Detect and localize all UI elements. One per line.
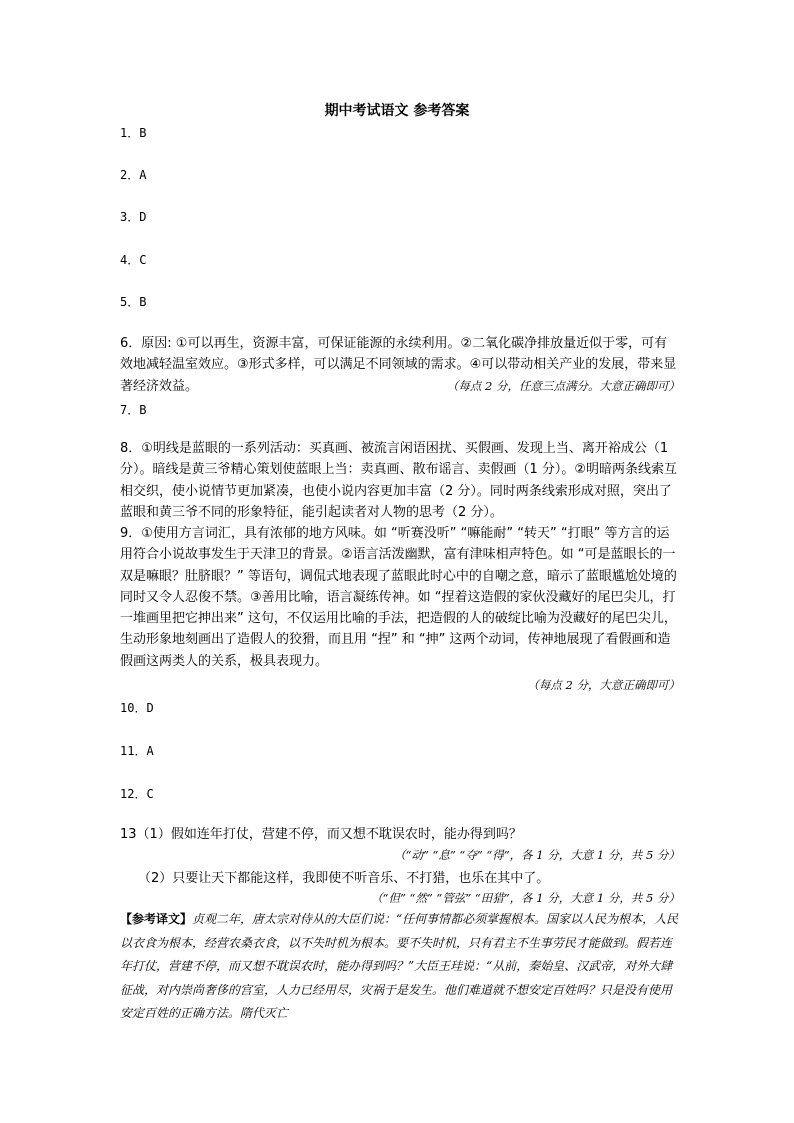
reference-translation xyxy=(120,908,680,1026)
answer-9-text: 9．①使用方言词汇，具有浓郁的地方风味。如 “听赛没听” “嘛能耐” “转天” “打眼” 等方言的运用符合小说故事发生于天津卫的背景。②语言活泼幽默，富有津味相声特色。如 “可是蓝眼长的一双是嘛眼？肚脐眼？” 等语句，调侃式地表现了蓝眼此时心中的自嘲之意，暗示了蓝眼尴尬处境的同时又令人忍俊不禁。③善用比喻，语言凝练传神。如 “捏着这造假的家伙没藏好的尾巴尖儿，打一堆画里把它抻出来” 这句，不仅运用比喻的手法，把造假的人的破绽比喻为没藏好的尾巴尖儿，生动形象地刻画出了造假人的狡猾，而且用 “捏” 和 “抻” 这两个动词，传神地展现了看假画和造假画这两类人的关系，极具表现力。 xyxy=(120,526,677,669)
answer-1: 1．B xyxy=(120,126,147,140)
translation-label: 【参考译文】 xyxy=(120,912,193,926)
answer-4: 4．C xyxy=(120,253,147,267)
answer-3: 3．D xyxy=(120,210,147,224)
answer-6-text: 6．原因: ①可以再生，资源丰富，可保证能源的永续利用。②二氧化碳净排放量近似于零，可有效地减轻温室效应。③形式多样，可以满足不同领域的需求。④可以带动相关产业的发展，带来显著经济效益。 xyxy=(120,336,677,394)
answer-11: 11．A xyxy=(120,744,154,758)
answer-9-note: （每点 2 分，大意正确即可） xyxy=(527,678,680,692)
answer-6-note: （每点 2 分，任意三点满分。大意正确即可） xyxy=(446,379,680,393)
answer-13-2: （2）只要让天下都能这样，我即使不听音乐、不打猎，也乐在其中了。 xyxy=(138,871,550,886)
answer-13-1: 13（1）假如连年打仗，营建不停，而又想不耽误农时，能办得到吗？ xyxy=(120,827,522,842)
answer-12: 12．C xyxy=(120,787,154,801)
translation-text: 贞观二年，唐太宗对侍从的大臣们说：“任何事情都必须掌握根本。国家以人民为根本，人民以衣食为根本，经营农桑衣食，以不失时机为根本。要不失时机，只有君主不生事劳民才能做到。假若连年打仗，营建不停，而又想不耽误农时，能办得到吗？”大臣王珪说：“从前，秦始皇、汉武帝，对外大肆征战，对内崇尚奢侈的宫室，人力已经用尽，灾祸于是发生。他们难道就不想安定百姓吗？只是没有使用安定百姓的正确方法。隋代灭亡 xyxy=(120,912,679,1020)
answer-7: 7．B xyxy=(120,403,147,417)
answer-13-1-note: （“动” “息” “夺” “得”，各 1 分，大意 1 分，共 5 分） xyxy=(394,848,680,862)
page-title: 期中考试语文 参考答案 xyxy=(324,103,470,119)
answer-8-text: 8．①明线是蓝眼的一系列活动：买真画、被流言闲语困扰、买假画、发现上当、离开裕成公（1 分）。暗线是黄三爷精心策划使蓝眼上当：卖真画、散布谣言、卖假画（1 分）。②明暗两条线索互相交织，使小说情节更加紧凑，也使小说内容更加丰富（2 分）。同时两条线索形成对照，突出了蓝眼和黄三爷不同的形象特征，能引起读者对人物的思考（2 分）。 xyxy=(120,441,678,520)
answer-13-2-note: （“但” “然” “管弦” “田猎”，各 1 分，大意 1 分，共 5 分） xyxy=(371,891,680,905)
answer-5: 5．B xyxy=(120,295,147,309)
answer-10: 10．D xyxy=(120,701,154,715)
answer-2: 2．A xyxy=(120,168,147,182)
